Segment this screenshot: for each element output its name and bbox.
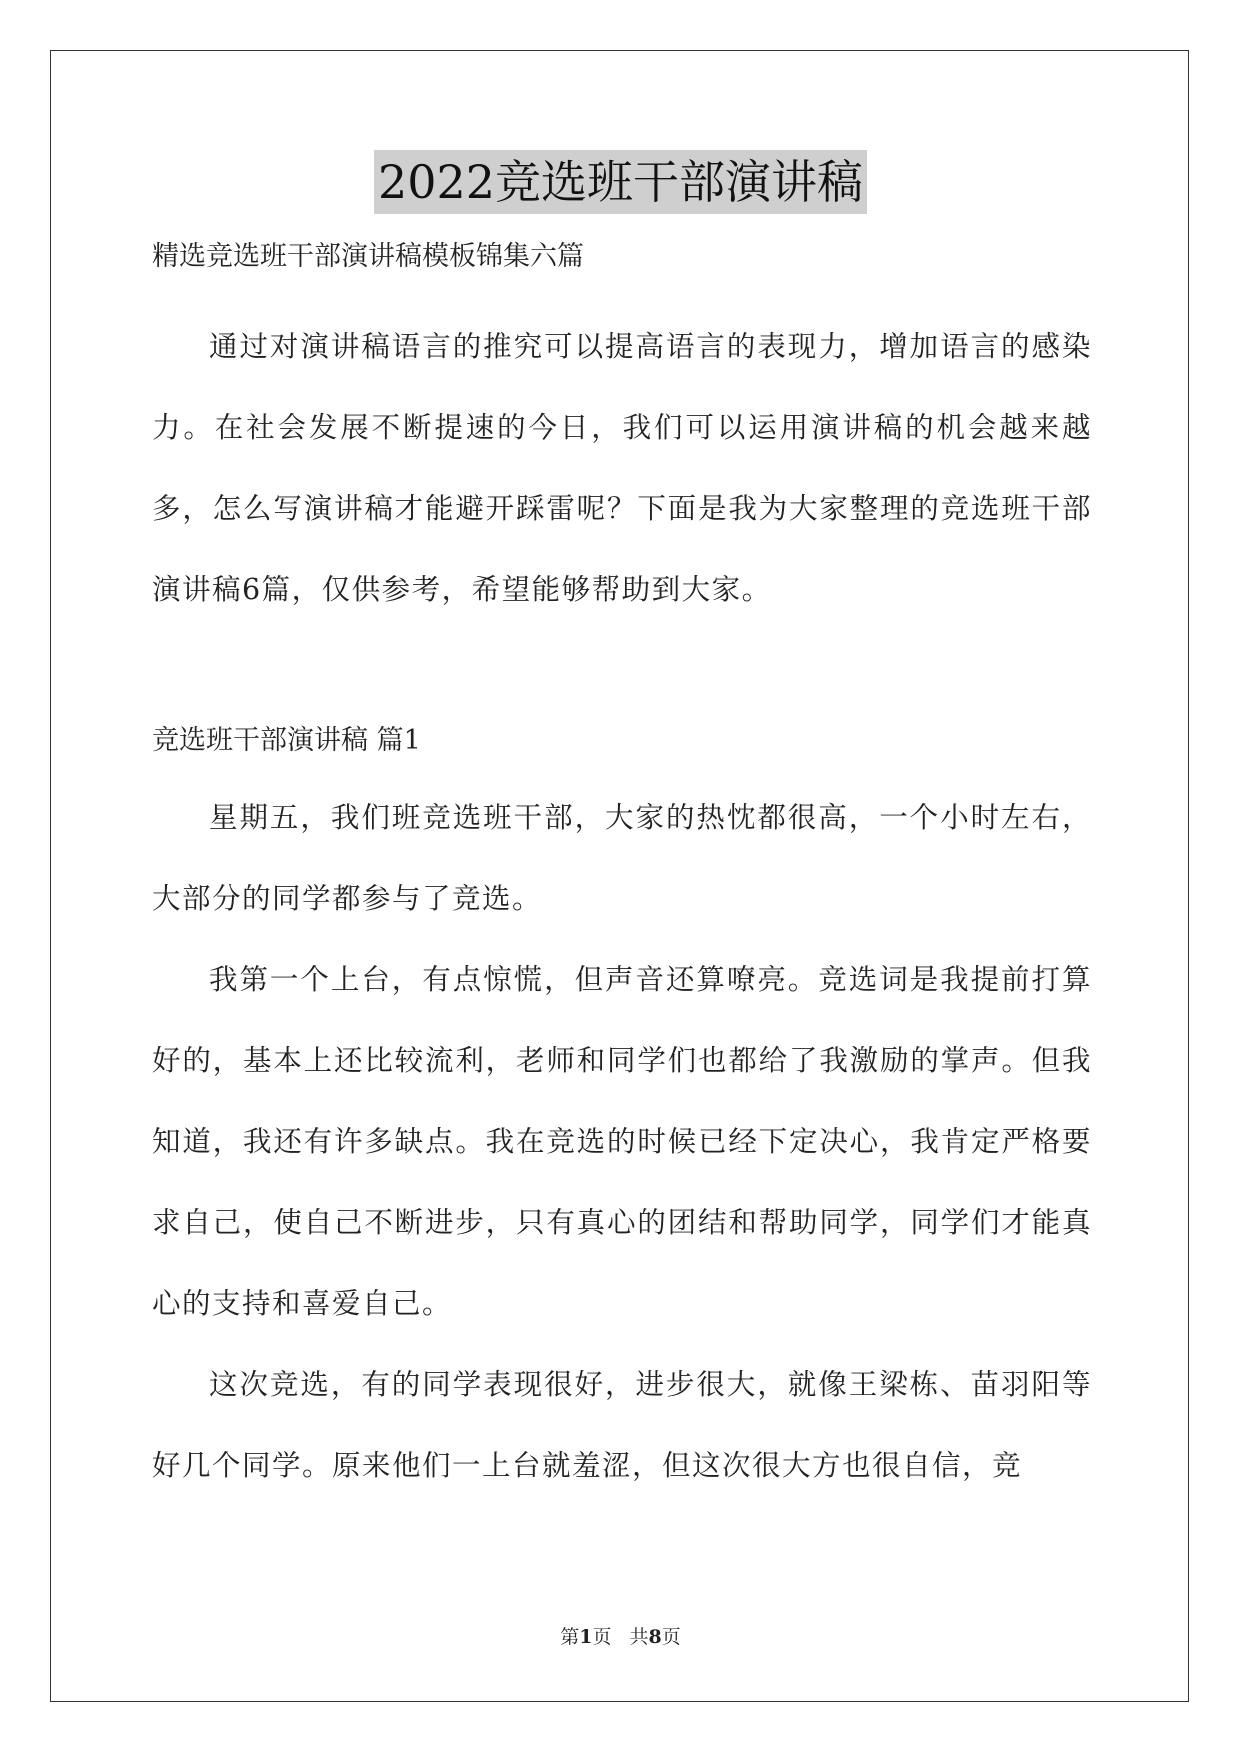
- document-body: [152, 235, 1092, 1506]
- body-paragraph: 我第一个上台，有点惊慌，但声音还算嘹亮。竞选词是我提前打算好的，基本上还比较流利，老师和同学们也都给了我激励的掌声。但我知道，我还有许多缺点。我在竞选的时候已经下定决心，我肯定严格要求自己，使自己不断进步，只有真心的团结和帮助同学，同学们才能真心的支持和喜爱自己。: [152, 963, 1092, 1320]
- body-paragraph: 星期五，我们班竞选班干部，大家的热忱都很高，一个小时左右，大部分的同学都参与了竞选。: [152, 801, 1092, 915]
- document-title: 2022竞选班干部演讲稿: [374, 150, 867, 214]
- page-prefix: 第: [560, 1626, 580, 1648]
- total-prefix: 共: [629, 1626, 649, 1648]
- page-suffix: 页: [592, 1626, 612, 1648]
- section-heading: 竞选班干部演讲稿 篇1: [152, 725, 421, 756]
- body-paragraph: 这次竞选，有的同学表现很好，进步很大，就像王梁栋、苗羽阳等好几个同学。原来他们一上台就羞涩，但这次很大方也很自信，竞: [152, 1368, 1092, 1482]
- page-footer: [0, 1622, 1241, 1649]
- title-container: [0, 150, 1241, 214]
- document-subtitle: 精选竞选班干部演讲稿模板锦集六篇: [152, 241, 584, 272]
- total-suffix: 页: [661, 1626, 681, 1648]
- intro-paragraph: 通过对演讲稿语言的推究可以提高语言的表现力，增加语言的感染力。在社会发展不断提速的今日，我们可以运用演讲稿的机会越来越多，怎么写演讲稿才能避开踩雷呢？下面是我为大家整理的竞选班干部演讲稿6篇，仅供参考，希望能够帮助到大家。: [152, 330, 1092, 606]
- page-total: 8: [648, 1626, 662, 1648]
- page-current: 1: [579, 1626, 593, 1648]
